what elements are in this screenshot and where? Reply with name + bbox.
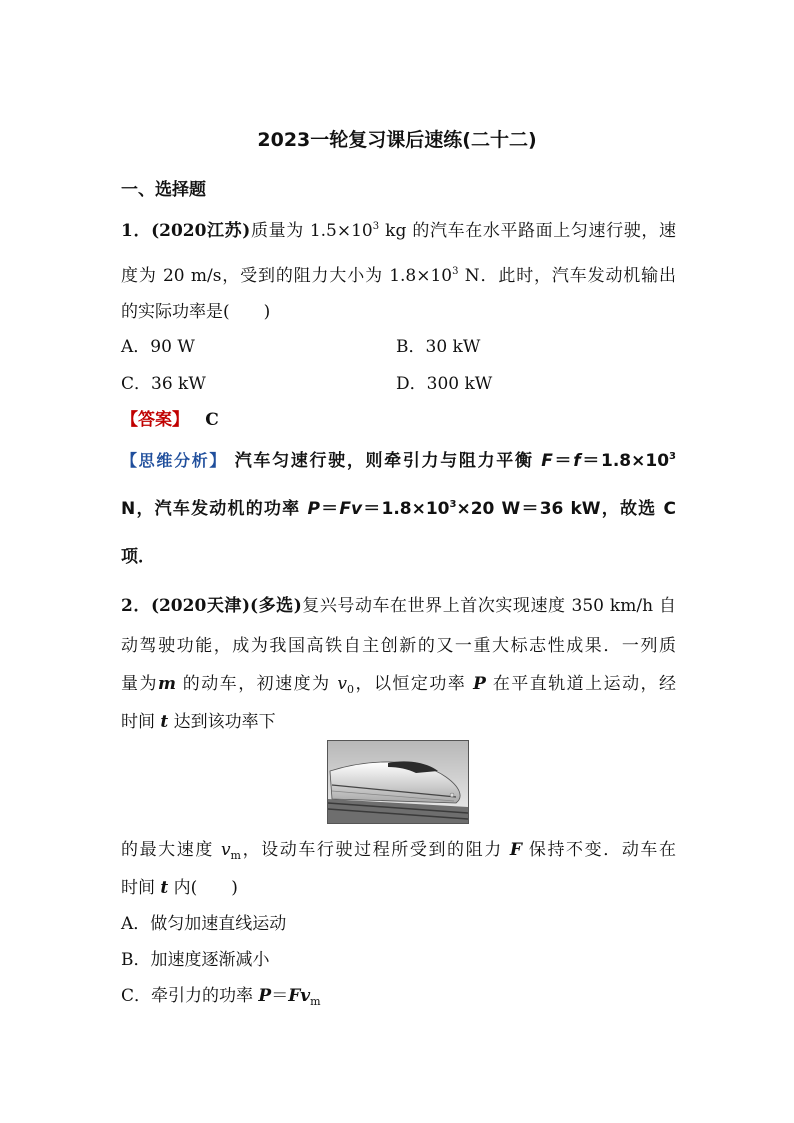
q2-multi-tag: (多选) (250, 596, 302, 616)
q1-analysis-line-1: 【思维分析】 汽车匀速行驶，则牵引力与阻力平衡 $F=f=1.8\times 10^3$ (121, 451, 677, 471)
q2-line-5: 的最大速度 $v_m$，设动车行驶过程所受到的阻力 F 保持不变．动车在 (121, 840, 677, 862)
analysis-label: 【思维分析】 (121, 451, 228, 470)
high-speed-train-image (327, 740, 469, 824)
q2-line-1: 2．(2020天津)(多选)复兴号动车在世界上首次实现速度 350 km/h 自 (121, 596, 676, 616)
q1-line-1: 1．(2020江苏)质量为 $1.5\times 10^3$ kg 的汽车在水平路面上匀速行驶，速 (121, 221, 676, 241)
q2-option-c: C．牵引力的功率 $P=Fv_m$ (121, 986, 321, 1008)
section-heading: 一、选择题 (121, 180, 206, 200)
q1-answer: 【答案】 C (121, 410, 219, 430)
q1-analysis-line-3: 项． (121, 547, 155, 567)
q1-analysis-line-2: N，汽车发动机的功率 $P=Fv=1.8\times 10^3\times 20$ W＝36 kW，故选 C (121, 499, 676, 519)
q1-option-a: A．90 W (121, 337, 195, 357)
q2-line-3: 量为m 的动车，初速度为 $v_0$，以恒定功率 P 在平直轨道上运动，经 (121, 674, 677, 696)
q1-option-b: B．30 kW (396, 337, 481, 357)
q2-option-a: A．做匀加速直线运动 (121, 914, 287, 934)
q1-option-d: D．300 kW (396, 374, 493, 394)
page-title: 2023一轮复习课后速练(二十二) (257, 129, 537, 151)
q2-line-2: 动驾驶功能，成为我国高铁自主创新的又一重大标志性成果．一列质 (121, 636, 676, 656)
q1-line-2: 度为 20 m/s，受到的阻力大小为 $1.8\times 10^3$ N．此时，汽车发动机输出 (121, 266, 677, 286)
train-illustration (328, 741, 468, 823)
q1-option-c: C．36 kW (121, 374, 206, 394)
q1-line-3: 的实际功率是( ) (121, 302, 271, 322)
q1-source: (2020江苏) (151, 221, 251, 241)
q2-source: (2020天津) (150, 596, 250, 616)
q2-option-b: B．加速度逐渐减小 (121, 950, 270, 970)
q2-line-4: 时间 t 达到该功率下 (121, 712, 276, 732)
answer-label: 【答案】 (121, 410, 189, 430)
q2-line-6: 时间 t 内( ) (121, 878, 238, 898)
